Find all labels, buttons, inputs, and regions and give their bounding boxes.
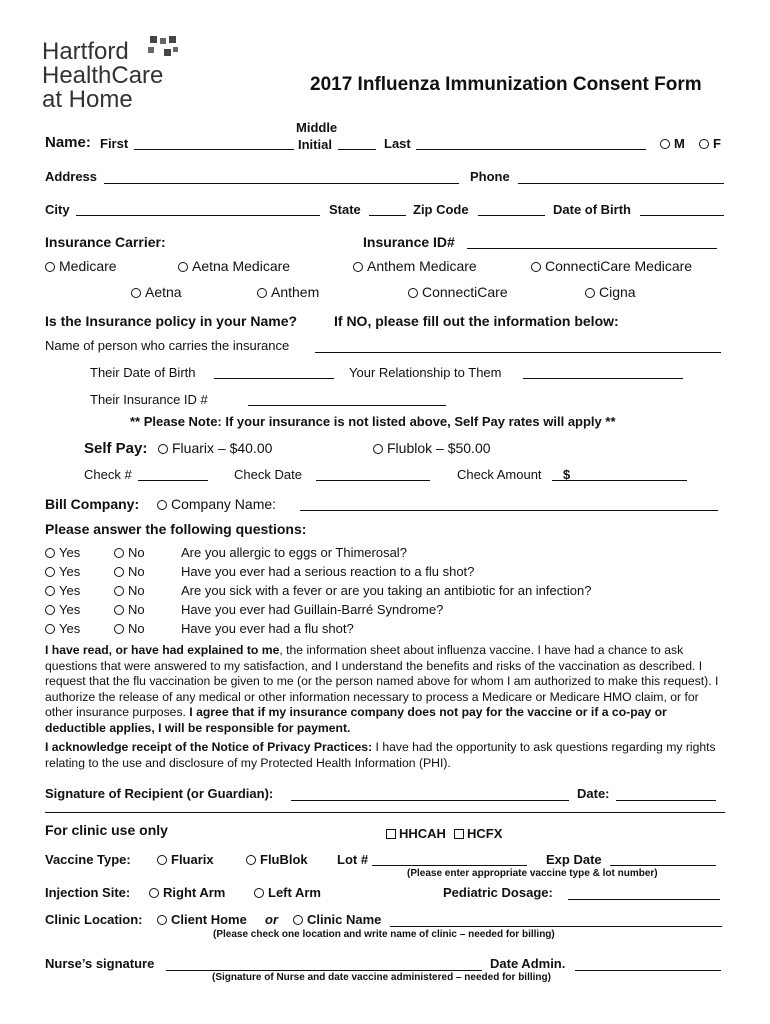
lot-field[interactable] bbox=[372, 865, 527, 866]
carrier-option-aetna[interactable]: Aetna bbox=[131, 284, 182, 300]
q5-yes-option[interactable]: Yes bbox=[45, 621, 80, 636]
question-2: Have you ever had a serious reaction to a flu shot? bbox=[181, 564, 475, 579]
carrier-option-anthem[interactable]: Anthem bbox=[257, 284, 319, 300]
radio-icon bbox=[114, 624, 124, 634]
holder-name-label: Name of person who carries the insurance bbox=[45, 338, 290, 353]
check-amount-field[interactable] bbox=[552, 480, 687, 481]
radio-icon bbox=[45, 605, 55, 615]
divider bbox=[45, 812, 725, 813]
check-number-label: Check # bbox=[84, 467, 132, 482]
radio-icon bbox=[45, 586, 55, 596]
radio-icon bbox=[114, 548, 124, 558]
radio-icon bbox=[373, 444, 383, 454]
company-name-field[interactable] bbox=[300, 510, 718, 511]
exp-date-label: Exp Date bbox=[546, 852, 602, 867]
date-admin-field[interactable] bbox=[575, 970, 721, 971]
clinic-location-label: Clinic Location: bbox=[45, 912, 143, 927]
last-label: Last bbox=[384, 136, 411, 151]
q5-no-option[interactable]: No bbox=[114, 621, 145, 636]
policy-if-no: If NO, please fill out the information below: bbox=[334, 313, 619, 329]
insurance-carrier-label: Insurance Carrier: bbox=[45, 234, 166, 250]
signature-date-field[interactable] bbox=[616, 800, 716, 801]
holder-dob-field[interactable] bbox=[214, 378, 334, 379]
radio-icon bbox=[45, 548, 55, 558]
logo-line-3: at Home bbox=[42, 86, 133, 113]
radio-icon bbox=[699, 139, 709, 149]
q4-yes-option[interactable]: Yes bbox=[45, 602, 80, 617]
question-4: Have you ever had Guillain-Barré Syndrome? bbox=[181, 602, 444, 617]
logo-mark-icon bbox=[146, 34, 180, 62]
privacy-bold: I acknowledge receipt of the Notice of Privacy Practices: bbox=[45, 740, 373, 754]
q2-no-option[interactable]: No bbox=[114, 564, 145, 579]
radio-icon bbox=[178, 262, 188, 272]
left-arm-option[interactable]: Left Arm bbox=[254, 885, 321, 900]
vaccine-fluarix-option[interactable]: Fluarix bbox=[157, 852, 214, 867]
question-1: Are you allergic to eggs or Thimerosal? bbox=[181, 545, 407, 560]
nurse-signature-label: Nurse’s signature bbox=[45, 956, 155, 971]
hhcah-option[interactable]: HHCAH bbox=[386, 826, 446, 841]
self-pay-fluarix-option[interactable]: Fluarix – $40.00 bbox=[158, 440, 272, 456]
middle-label-1: Middle bbox=[296, 120, 338, 135]
address-label: Address bbox=[45, 169, 98, 184]
dollar-sign: $ bbox=[563, 467, 571, 482]
consent-paragraph bbox=[45, 643, 725, 737]
carrier-option-cigna[interactable]: Cigna bbox=[585, 284, 636, 300]
date-admin-label: Date Admin. bbox=[490, 956, 566, 971]
signature-date-label: Date: bbox=[577, 786, 610, 801]
question-5: Have you ever had a flu shot? bbox=[181, 621, 354, 636]
right-arm-option[interactable]: Right Arm bbox=[149, 885, 225, 900]
self-pay-note: ** Please Note: If your insurance is not listed above, Self Pay rates will apply ** bbox=[130, 414, 616, 429]
form-title: 2017 Influenza Immunization Consent Form bbox=[310, 74, 702, 95]
radio-icon bbox=[114, 586, 124, 596]
radio-icon bbox=[157, 500, 167, 510]
logo-line-2: HealthCare bbox=[42, 62, 164, 89]
radio-icon bbox=[45, 567, 55, 577]
checkbox-icon bbox=[386, 829, 396, 839]
consent-bold-end: I agree that if my insurance company does not pay for the vaccine or if a co-pay or deductible applies, I will be responsible for payment. bbox=[45, 705, 667, 735]
dob-field[interactable] bbox=[640, 215, 724, 216]
last-name-field[interactable] bbox=[416, 149, 646, 150]
pediatric-dosage-field[interactable] bbox=[568, 899, 720, 900]
recipient-signature-label: Signature of Recipient (or Guardian): bbox=[45, 786, 274, 801]
bill-company-option[interactable]: Company Name: bbox=[157, 496, 276, 512]
radio-icon bbox=[246, 855, 256, 865]
holder-id-label: Their Insurance ID # bbox=[90, 392, 208, 407]
checkbox-icon bbox=[454, 829, 464, 839]
first-label: First bbox=[100, 136, 129, 151]
middle-initial-field[interactable] bbox=[338, 149, 376, 150]
address-field[interactable] bbox=[104, 183, 459, 184]
q1-no-option[interactable]: No bbox=[114, 545, 145, 560]
clinic-heading: For clinic use only bbox=[45, 822, 168, 838]
relationship-field[interactable] bbox=[523, 378, 683, 379]
nurse-signature-field[interactable] bbox=[166, 970, 482, 971]
holder-dob-label: Their Date of Birth bbox=[90, 365, 196, 380]
carrier-option-aetna-medicare[interactable]: Aetna Medicare bbox=[178, 258, 290, 274]
check-date-label: Check Date bbox=[234, 467, 302, 482]
clinic-name-option[interactable]: Clinic Name bbox=[293, 912, 381, 927]
radio-icon bbox=[585, 288, 595, 298]
radio-icon bbox=[293, 915, 303, 925]
policy-question: Is the Insurance policy in your Name? bbox=[45, 313, 298, 329]
self-pay-label: Self Pay: bbox=[84, 440, 148, 457]
clinic-name-field[interactable] bbox=[390, 926, 722, 927]
lot-label: Lot # bbox=[337, 852, 369, 867]
first-name-field[interactable] bbox=[134, 149, 294, 150]
state-label: State bbox=[329, 202, 361, 217]
check-date-field[interactable] bbox=[316, 480, 430, 481]
exp-date-field[interactable] bbox=[610, 865, 716, 866]
radio-icon bbox=[149, 888, 159, 898]
location-note: (Please check one location and write name of clinic – needed for billing) bbox=[213, 929, 555, 940]
recipient-signature-field[interactable] bbox=[291, 800, 569, 801]
hcfx-option[interactable]: HCFX bbox=[454, 826, 502, 841]
carrier-option-anthem-medicare[interactable]: Anthem Medicare bbox=[353, 258, 477, 274]
q4-no-option[interactable]: No bbox=[114, 602, 145, 617]
privacy-body: I have had the opportunity to ask questions regarding my rights relating to the use and disclosure of my Protected Health Information (PHI). bbox=[45, 740, 716, 770]
privacy-paragraph bbox=[45, 740, 725, 771]
phone-field[interactable] bbox=[518, 183, 724, 184]
q3-yes-option[interactable]: Yes bbox=[45, 583, 80, 598]
radio-icon bbox=[254, 888, 264, 898]
self-pay-flublok-option[interactable]: Flublok – $50.00 bbox=[373, 440, 491, 456]
city-label: City bbox=[45, 202, 70, 217]
holder-name-field[interactable] bbox=[315, 352, 721, 353]
q1-yes-option[interactable]: Yes bbox=[45, 545, 80, 560]
radio-icon bbox=[114, 567, 124, 577]
radio-icon bbox=[157, 855, 167, 865]
radio-icon bbox=[660, 139, 670, 149]
vaccine-type-label: Vaccine Type: bbox=[45, 852, 131, 867]
vaccine-note: (Please enter appropriate vaccine type & lot number) bbox=[407, 868, 658, 879]
zip-label: Zip Code bbox=[413, 202, 469, 217]
radio-icon bbox=[158, 444, 168, 454]
radio-icon bbox=[114, 605, 124, 615]
radio-icon bbox=[531, 262, 541, 272]
relationship-label: Your Relationship to Them bbox=[349, 365, 502, 380]
radio-icon bbox=[131, 288, 141, 298]
pediatric-dosage-label: Pediatric Dosage: bbox=[443, 885, 553, 900]
injection-site-label: Injection Site: bbox=[45, 885, 131, 900]
radio-icon bbox=[45, 262, 55, 272]
carrier-option-connecticare[interactable]: ConnectiCare bbox=[408, 284, 508, 300]
logo-line-1: Hartford bbox=[42, 38, 129, 65]
carrier-option-medicare[interactable]: Medicare bbox=[45, 258, 117, 274]
holder-id-field[interactable] bbox=[248, 405, 446, 406]
radio-icon bbox=[353, 262, 363, 272]
middle-label-2: Initial bbox=[298, 137, 332, 152]
radio-icon bbox=[408, 288, 418, 298]
vaccine-flublok-option[interactable]: FluBlok bbox=[246, 852, 308, 867]
zip-field[interactable] bbox=[478, 215, 545, 216]
consent-body: , the information sheet about influenza vaccine. I have had a chance to ask questions that were answered to my satisfaction, and I understand the benefits and risks of the vaccination as described. I request that the flu vaccination be given to me (or the person named above for whom I am authorized to make this request). I authorize the release of any medical or other information necessary to process a Medicare or Medicare HMO claim, or for other insurance purposes. bbox=[45, 643, 719, 720]
q2-yes-option[interactable]: Yes bbox=[45, 564, 80, 579]
bill-company-label: Bill Company: bbox=[45, 496, 140, 512]
or-text: or bbox=[265, 912, 278, 927]
phone-label: Phone bbox=[470, 169, 510, 184]
dob-label: Date of Birth bbox=[553, 202, 631, 217]
radio-icon bbox=[157, 915, 167, 925]
question-3: Are you sick with a fever or are you taking an antibiotic for an infection? bbox=[181, 583, 592, 598]
check-number-field[interactable] bbox=[138, 480, 208, 481]
nurse-note: (Signature of Nurse and date vaccine administered – needed for billing) bbox=[212, 972, 551, 983]
consent-bold-start: I have read, or have had explained to me bbox=[45, 643, 280, 657]
sex-female-option[interactable]: F bbox=[699, 136, 721, 151]
q3-no-option[interactable]: No bbox=[114, 583, 145, 598]
radio-icon bbox=[45, 624, 55, 634]
city-field[interactable] bbox=[76, 215, 320, 216]
client-home-option[interactable]: Client Home bbox=[157, 912, 247, 927]
sex-male-option[interactable]: M bbox=[660, 136, 685, 151]
insurance-id-label: Insurance ID# bbox=[363, 234, 455, 250]
check-amount-label: Check Amount bbox=[457, 467, 542, 482]
name-label: Name: bbox=[45, 134, 91, 151]
questions-heading: Please answer the following questions: bbox=[45, 521, 307, 537]
carrier-option-connecticare-medicare[interactable]: ConnectiCare Medicare bbox=[531, 258, 692, 274]
insurance-id-field[interactable] bbox=[467, 248, 717, 249]
state-field[interactable] bbox=[369, 215, 406, 216]
radio-icon bbox=[257, 288, 267, 298]
